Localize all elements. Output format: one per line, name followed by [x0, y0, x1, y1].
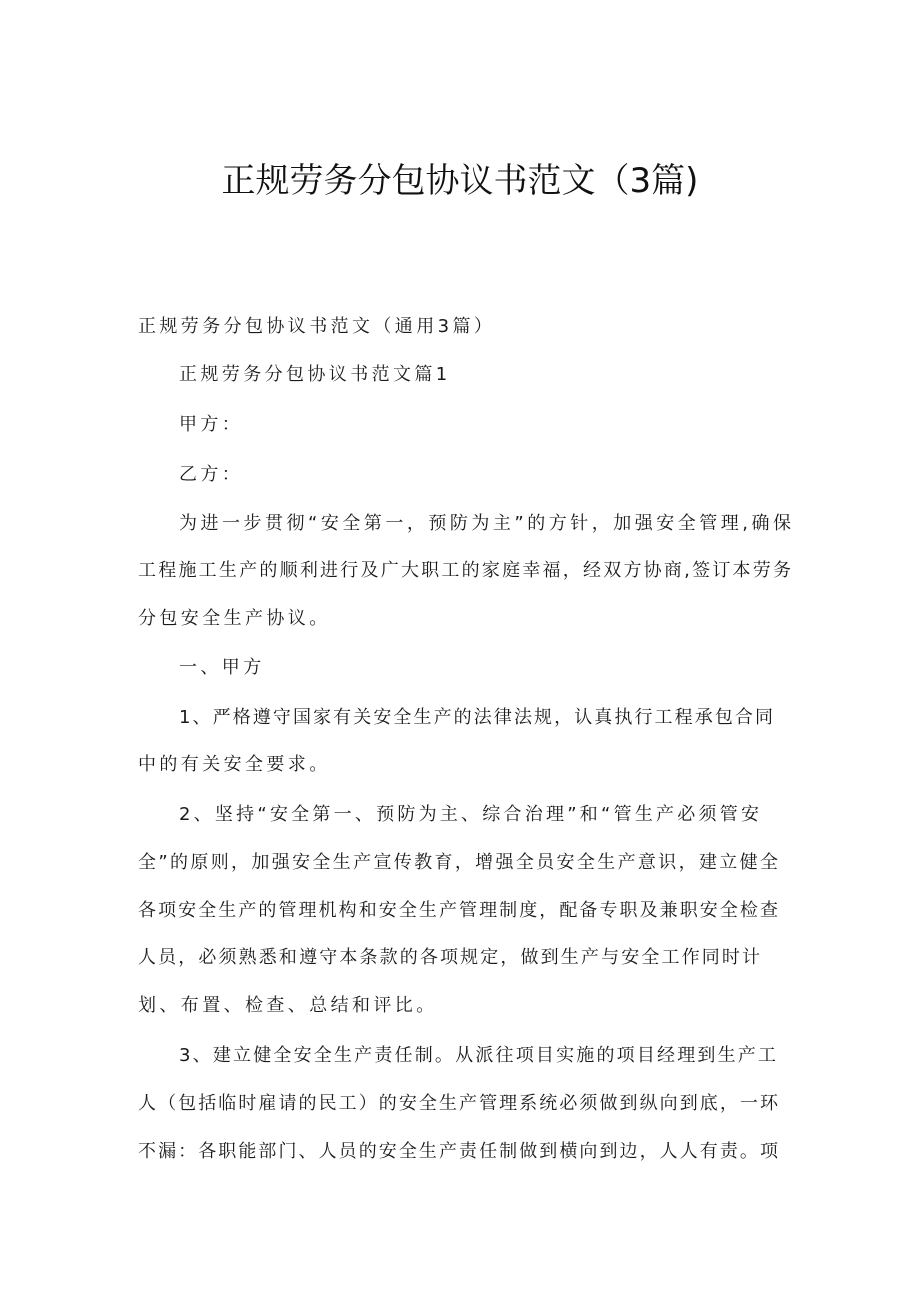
clause-heading: 一、甲方	[179, 657, 265, 678]
item2-line-5: 划、布置、检查、总结和评比。	[138, 995, 438, 1016]
item1-line-2: 中的有关安全要求。	[138, 754, 331, 775]
party-a-label: 甲方：	[179, 414, 244, 435]
item3-line-1: 3、建立健全安全生产责任制。从派往项目实施的项目经理到生产工	[179, 1045, 776, 1066]
item2-line-1: 2、坚持“安全第一、预防为主、综合治理”和“管生产必须管安	[179, 804, 759, 825]
item3-line-2: 人（包括临时雇请的民工）的安全生产管理系统必须做到纵向到底，一环	[138, 1093, 778, 1114]
document-subtitle: 正规劳务分包协议书范文（通用3篇）	[138, 316, 496, 337]
item1-line-1: 1、严格遵守国家有关安全生产的法律法规，认真执行工程承包合同	[179, 707, 773, 728]
item3-line-3: 不漏：各职能部门、人员的安全生产责任制做到横向到边，人人有责。项	[138, 1141, 778, 1162]
item2-line-4: 人员，必须熟悉和遵守本条款的各项规定，做到生产与安全工作同时计	[138, 947, 760, 968]
intro-line-3: 分包安全生产协议。	[138, 608, 331, 629]
item2-line-2: 全”的原则，加强安全生产宣传教育，增强全员安全生产意识，建立健全	[138, 852, 778, 873]
document-title: 正规劳务分包协议书范文（3篇)	[221, 161, 699, 201]
item2-line-3: 各项安全生产的管理机构和安全生产管理制度，配备专职及兼职安全检查	[138, 900, 778, 921]
section-heading: 正规劳务分包协议书范文篇1	[179, 364, 451, 385]
intro-line-2: 工程施工生产的顺利进行及广大职工的家庭幸福，经双方协商,签订本劳务	[138, 560, 791, 581]
party-b-label: 乙方：	[179, 464, 244, 485]
intro-line-1: 为进一步贯彻“安全第一，预防为主”的方针，加强安全管理,确保	[179, 513, 791, 534]
